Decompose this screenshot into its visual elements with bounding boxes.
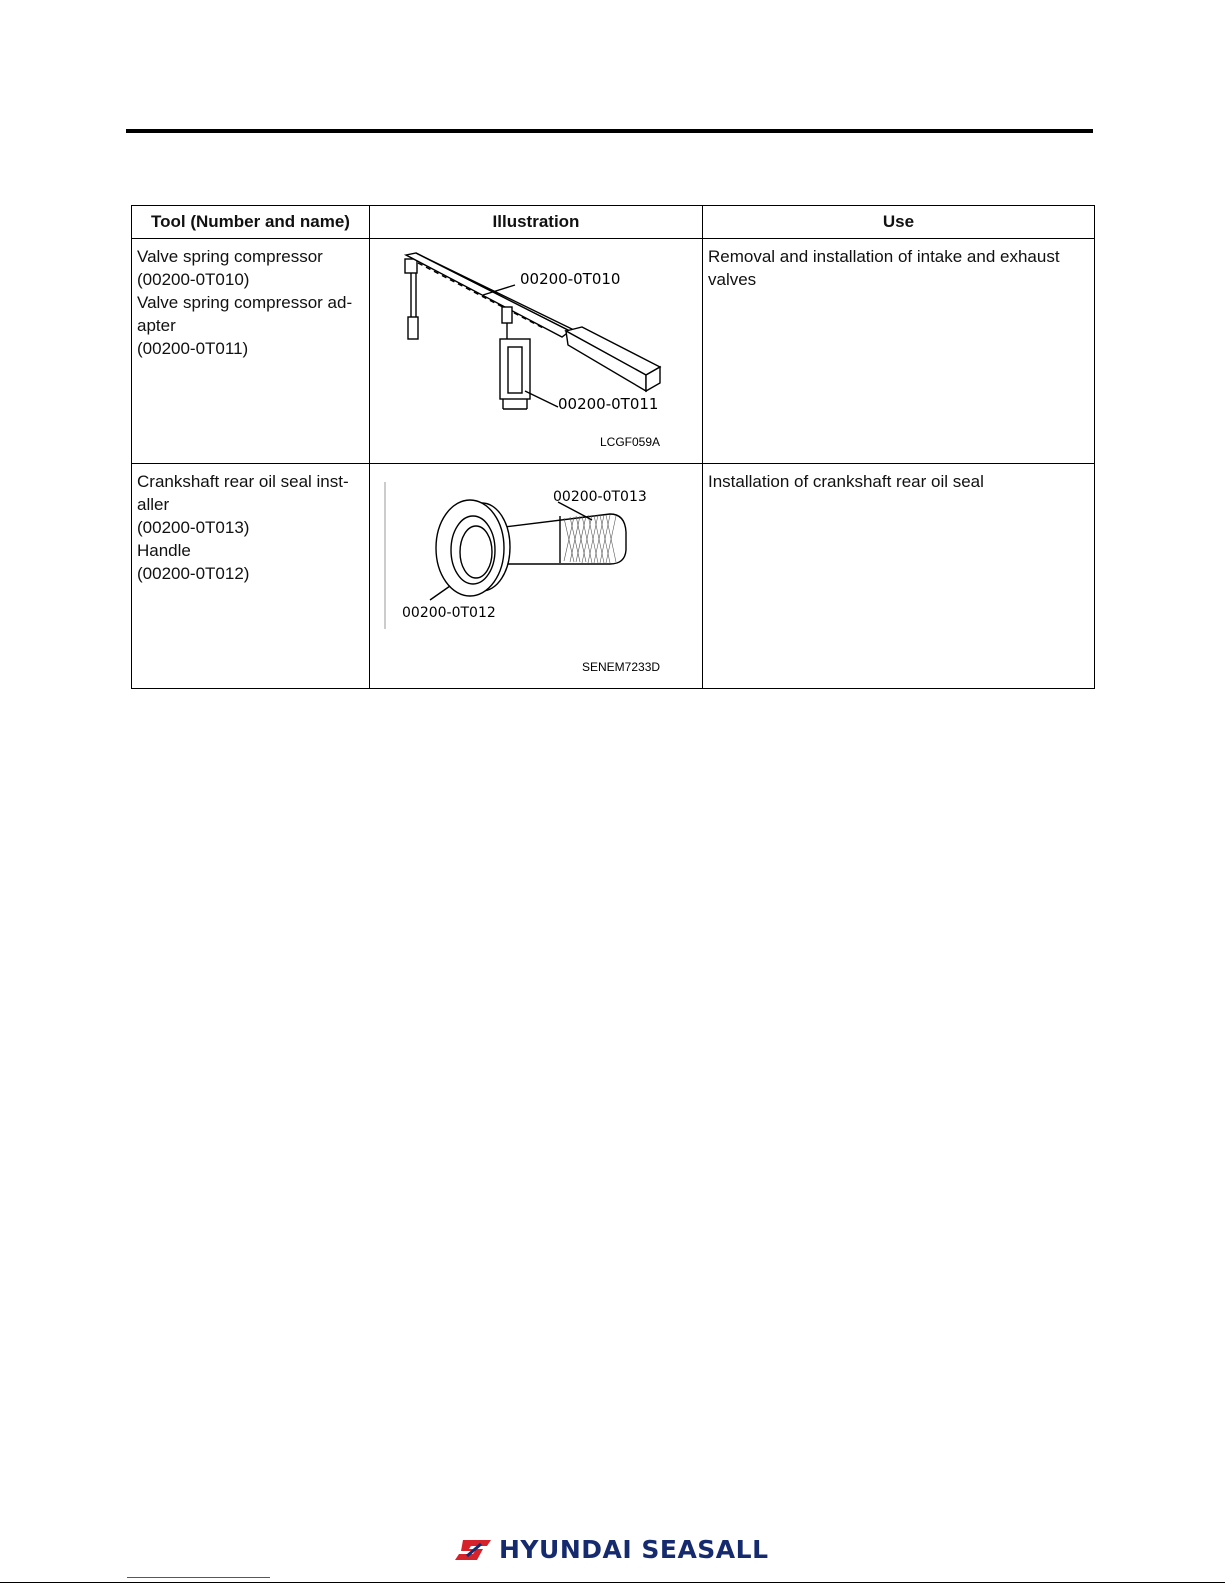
tool-line: (00200-0T010) [137, 270, 250, 289]
tool-line: aller [137, 495, 170, 514]
table-header-row [132, 206, 1095, 239]
illustration-cell [370, 239, 703, 464]
footer-rule [0, 1582, 1225, 1583]
footer-link-underline [127, 1577, 270, 1578]
callout-label: 00200-0T012 [402, 605, 496, 621]
oil-seal-installer-illustration [370, 464, 702, 682]
special-tools-table [131, 205, 1095, 689]
footer-brand: HYUNDAI SEASALL [499, 1535, 769, 1564]
tool-line: (00200-0T011) [137, 339, 249, 358]
callout-label: 00200-0T011 [558, 395, 659, 413]
callout-label: 00200-0T013 [553, 489, 647, 505]
valve-spring-compressor-illustration [370, 239, 702, 457]
hyundai-seasall-logo-icon [455, 1538, 491, 1562]
callout-label: 00200-0T010 [520, 270, 621, 288]
column-header-illustration: Illustration [370, 206, 703, 239]
column-header-tool: Tool (Number and name) [132, 206, 370, 239]
table-row [132, 239, 1095, 464]
tool-line: Handle [137, 541, 191, 560]
tool-line: Valve spring compressor ad- [137, 293, 353, 312]
tool-line: (00200-0T012) [137, 564, 250, 583]
use-cell: Installation of crankshaft rear oil seal [703, 464, 1095, 689]
illustration-cell [370, 464, 703, 689]
tool-line: apter [137, 316, 176, 335]
tool-line: Valve spring compressor [137, 247, 323, 266]
figure-code: LCGF059A [600, 435, 661, 449]
tool-line: Crankshaft rear oil seal inst- [137, 472, 349, 491]
tool-cell [132, 464, 370, 689]
header-rule [126, 129, 1093, 133]
figure-code: SENEM7233D [582, 660, 661, 674]
table-row [132, 464, 1095, 689]
use-cell: Removal and installation of intake and exhaust valves [703, 239, 1095, 464]
tool-line: (00200-0T013) [137, 518, 250, 537]
column-header-use: Use [703, 206, 1095, 239]
footer-logo [455, 1536, 769, 1564]
tool-cell [132, 239, 370, 464]
